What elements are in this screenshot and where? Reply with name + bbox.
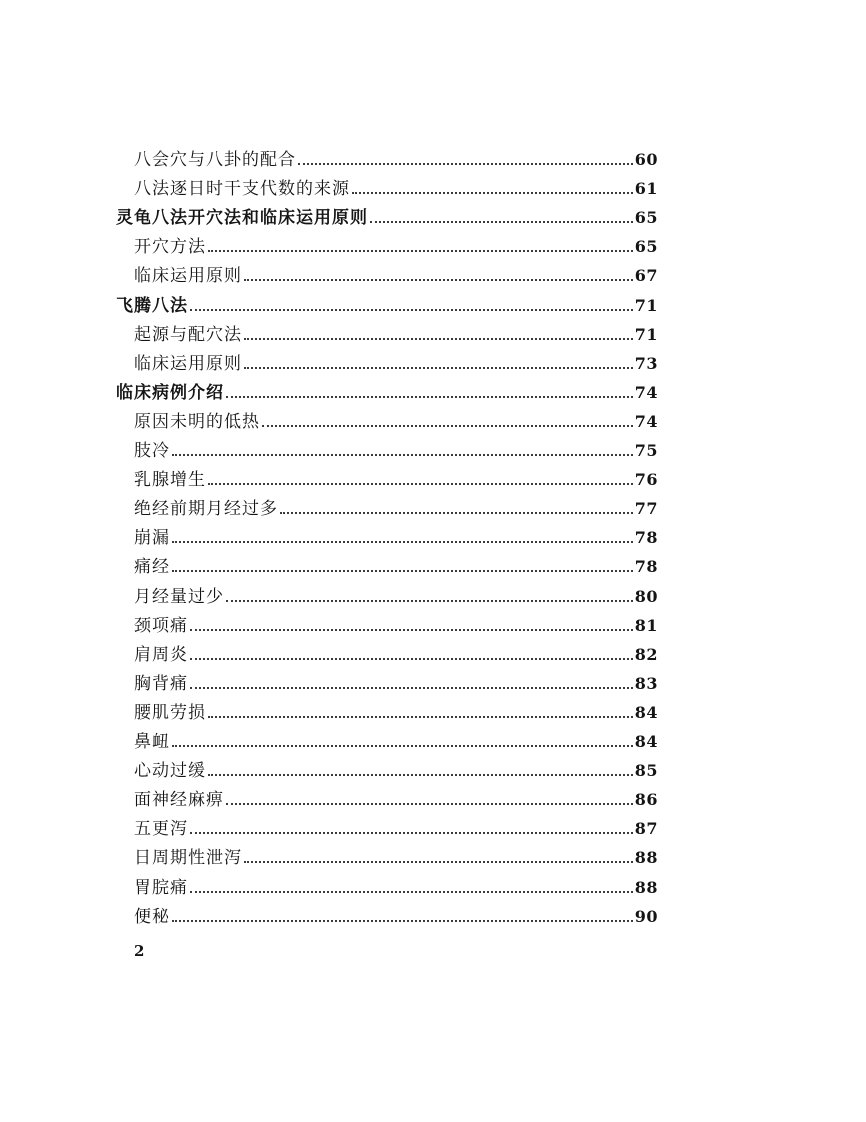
toc-entry-title: 痛经 xyxy=(134,557,170,578)
toc-entry-page-number: 80 xyxy=(634,586,658,606)
toc-subsection-entry xyxy=(134,695,658,724)
dot-leader xyxy=(208,250,633,252)
toc-entry-title: 心动过缓 xyxy=(134,761,206,782)
toc-entry-page-number: 83 xyxy=(634,673,658,693)
dot-leader xyxy=(262,425,633,427)
dot-leader xyxy=(280,512,633,514)
toc-entry-page-number: 75 xyxy=(634,441,658,460)
toc-entry-page-number: 65 xyxy=(634,208,658,228)
toc-subsection-entry xyxy=(134,404,658,433)
toc-entry-page-number: 60 xyxy=(634,150,658,169)
dot-leader xyxy=(244,367,633,369)
toc-entry-title: 日周期性泄泻 xyxy=(134,848,242,869)
toc-entry-title: 颈项痛 xyxy=(134,615,188,636)
dot-leader xyxy=(370,221,633,223)
dot-leader xyxy=(226,396,633,398)
toc-subsection-entry xyxy=(134,549,658,578)
toc-entry-page-number: 73 xyxy=(634,353,658,373)
toc-entry-page-number: 85 xyxy=(634,761,658,781)
toc-section-entry xyxy=(116,200,658,229)
toc-subsection-entry xyxy=(134,782,658,811)
toc-subsection-entry xyxy=(134,666,658,695)
toc-entry-title: 乳腺增生 xyxy=(134,470,206,491)
toc-entry-page-number: 84 xyxy=(634,702,658,722)
toc-entry-title: 肩周炎 xyxy=(134,644,188,665)
toc-entry-page-number: 78 xyxy=(634,557,658,577)
toc-entry-title: 临床病例介绍 xyxy=(116,382,224,403)
toc-entry-page-number: 76 xyxy=(634,470,658,490)
toc-entry-title: 五更泻 xyxy=(134,819,188,840)
dot-leader xyxy=(172,920,633,922)
toc-subsection-entry xyxy=(134,229,658,258)
dot-leader xyxy=(226,803,633,805)
toc-entry-page-number: 67 xyxy=(634,266,658,286)
toc-entry-page-number: 90 xyxy=(634,906,658,926)
dot-leader xyxy=(226,600,633,602)
toc-entry-page-number: 74 xyxy=(634,382,658,402)
toc-subsection-entry xyxy=(134,171,658,200)
toc-entry-title: 起源与配穴法 xyxy=(134,324,242,345)
dot-leader xyxy=(208,716,633,718)
toc-subsection-entry xyxy=(134,579,658,608)
toc-entry-title: 崩漏 xyxy=(134,528,170,549)
toc-subsection-entry xyxy=(134,608,658,637)
dot-leader xyxy=(190,687,633,689)
dot-leader xyxy=(208,483,633,485)
toc-entry-page-number: 77 xyxy=(634,499,658,519)
dot-leader xyxy=(208,774,633,776)
toc-entry-title: 临床运用原则 xyxy=(134,266,242,287)
dot-leader xyxy=(244,338,633,340)
toc-entry-page-number: 87 xyxy=(634,819,658,839)
dot-leader xyxy=(190,832,633,834)
toc-subsection-entry xyxy=(134,142,658,171)
toc-entry-title: 飞腾八法 xyxy=(116,295,188,316)
dot-leader xyxy=(190,629,633,631)
toc-entry-title: 腰肌劳损 xyxy=(134,702,206,723)
toc-subsection-entry xyxy=(134,840,658,869)
toc-entry-title: 胃脘痛 xyxy=(134,877,188,898)
toc-entry-title: 八法逐日时干支代数的来源 xyxy=(134,179,350,200)
dot-leader xyxy=(190,658,633,660)
toc-entry-page-number: 88 xyxy=(634,877,658,897)
toc-entry-page-number: 84 xyxy=(634,732,658,751)
toc-section-entry xyxy=(116,288,658,317)
toc-entry-title: 肢冷 xyxy=(134,441,170,461)
toc-entry-title: 月经量过少 xyxy=(134,586,224,607)
dot-leader xyxy=(352,192,633,194)
toc-entry-title: 灵龟八法开穴法和临床运用原则 xyxy=(116,208,368,229)
dot-leader xyxy=(190,309,633,311)
dot-leader xyxy=(298,163,633,165)
toc-subsection-entry xyxy=(134,433,658,462)
dot-leader xyxy=(172,541,633,543)
toc-entry-page-number: 61 xyxy=(634,179,658,199)
dot-leader xyxy=(172,454,633,456)
toc-subsection-entry xyxy=(134,462,658,491)
toc-entry-title: 面神经麻痹 xyxy=(134,790,224,811)
toc-entry-page-number: 86 xyxy=(634,790,658,810)
dot-leader xyxy=(244,279,633,281)
toc-entry-page-number: 71 xyxy=(634,295,658,315)
toc-entry-page-number: 71 xyxy=(634,324,658,344)
toc-subsection-entry xyxy=(134,258,658,287)
dot-leader xyxy=(172,570,633,572)
dot-leader xyxy=(244,861,633,863)
toc-subsection-entry xyxy=(134,520,658,549)
toc-entry-title: 便秘 xyxy=(134,906,170,927)
toc-entry-page-number: 74 xyxy=(634,411,658,431)
toc-entry-page-number: 65 xyxy=(634,237,658,257)
toc-subsection-entry xyxy=(134,753,658,782)
toc-section-entry xyxy=(116,375,658,404)
toc-entry-title: 原因未明的低热 xyxy=(134,411,260,432)
toc-subsection-entry xyxy=(134,870,658,899)
toc-subsection-entry xyxy=(134,491,658,520)
toc-subsection-entry xyxy=(134,724,658,753)
toc-subsection-entry xyxy=(134,346,658,375)
toc-entry-title: 八会穴与八卦的配合 xyxy=(134,150,296,170)
toc-entry-page-number: 78 xyxy=(634,528,658,548)
dot-leader xyxy=(172,745,633,747)
page-number: 2 xyxy=(134,942,145,960)
toc-subsection-entry xyxy=(134,899,658,928)
toc-entry-page-number: 88 xyxy=(634,848,658,868)
toc-entry-page-number: 82 xyxy=(634,644,658,664)
toc-subsection-entry xyxy=(134,811,658,840)
toc-subsection-entry xyxy=(134,317,658,346)
toc-subsection-entry xyxy=(134,637,658,666)
dot-leader xyxy=(190,891,633,893)
toc-entry-title: 绝经前期月经过多 xyxy=(134,499,278,520)
toc-entry-page-number: 81 xyxy=(634,615,658,635)
toc-entry-title: 开穴方法 xyxy=(134,237,206,258)
toc-entry-title: 胸背痛 xyxy=(134,673,188,694)
toc-entry-title: 临床运用原则 xyxy=(134,353,242,374)
toc-entry-title: 鼻衄 xyxy=(134,732,170,752)
